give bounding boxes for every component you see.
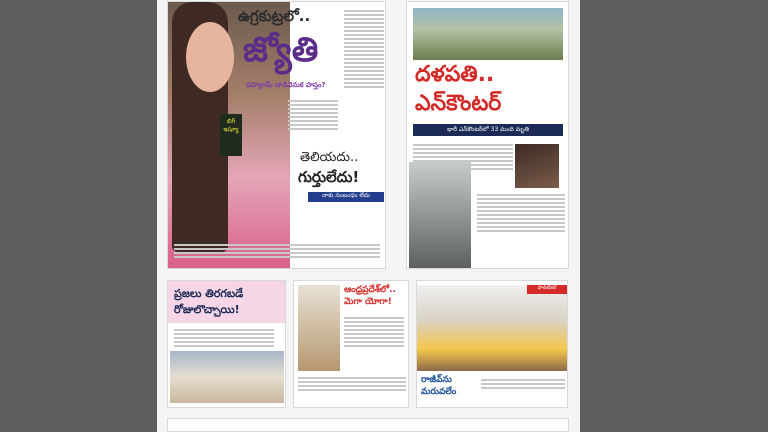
- caption-line-2: మరువలేం: [421, 387, 457, 397]
- rajiv-text: [481, 377, 565, 391]
- side-question-2: గుర్తులేదు!: [298, 168, 360, 186]
- headline-subhead: పహల్గామ్ దాడివెనుక హస్తం?: [246, 81, 326, 89]
- title-line-1: ఆంధ్రప్రదేశ్‌లో..: [344, 285, 396, 295]
- story-card-encounter[interactable]: [406, 1, 569, 269]
- story-card-rajiv[interactable]: [416, 280, 568, 408]
- story-card-yoga[interactable]: [293, 280, 409, 408]
- title-line-2: మెగా యోగా!: [344, 297, 392, 307]
- political-tag: పొలిటికల్: [527, 285, 567, 294]
- leader-portrait: [515, 144, 559, 188]
- title-line-2: రోజులొచ్చాయి!: [174, 303, 240, 316]
- soldiers-photo: [413, 8, 563, 60]
- gun-photo: [409, 162, 471, 269]
- title-line-1: దళపతి..: [415, 62, 495, 87]
- title-line-2: ఎన్‌కౌంటర్: [415, 91, 502, 116]
- yoga-bottom-text: [298, 375, 406, 393]
- body-text-block: [288, 98, 338, 132]
- encounter-text: [477, 192, 565, 234]
- bottom-text: [174, 242, 380, 260]
- story-card-people[interactable]: [167, 280, 286, 408]
- face-shape: [186, 22, 234, 92]
- story-card-jyothi[interactable]: [167, 1, 386, 269]
- caption-line-1: రాజీవ్‌ను: [421, 375, 452, 385]
- crowd-photo: [170, 351, 284, 403]
- title-line-1: ప్రజలు తిరగబడే: [174, 287, 244, 300]
- side-question-1: తెలియదు..: [300, 150, 359, 165]
- yoga-text: [344, 315, 404, 349]
- bullets: [174, 327, 274, 349]
- headline-name: జ్యోతి: [243, 30, 319, 70]
- big-issue-badge: బిగ్ ఇష్యూ: [220, 114, 242, 156]
- cbn-photo: [298, 285, 340, 371]
- encounter-strip: భారీ ఎన్‌కౌంటర్‌లో 33 మంది మృతి: [413, 124, 563, 136]
- rajiv-photo: [417, 285, 568, 371]
- body-text-column: [344, 8, 384, 90]
- epaper-page: [157, 0, 580, 432]
- next-row-strip: [167, 418, 569, 432]
- blue-strip: నాకు సంబంధం లేదు: [308, 192, 384, 202]
- headline-top: ఉగ్రకుట్రలో..: [238, 7, 311, 25]
